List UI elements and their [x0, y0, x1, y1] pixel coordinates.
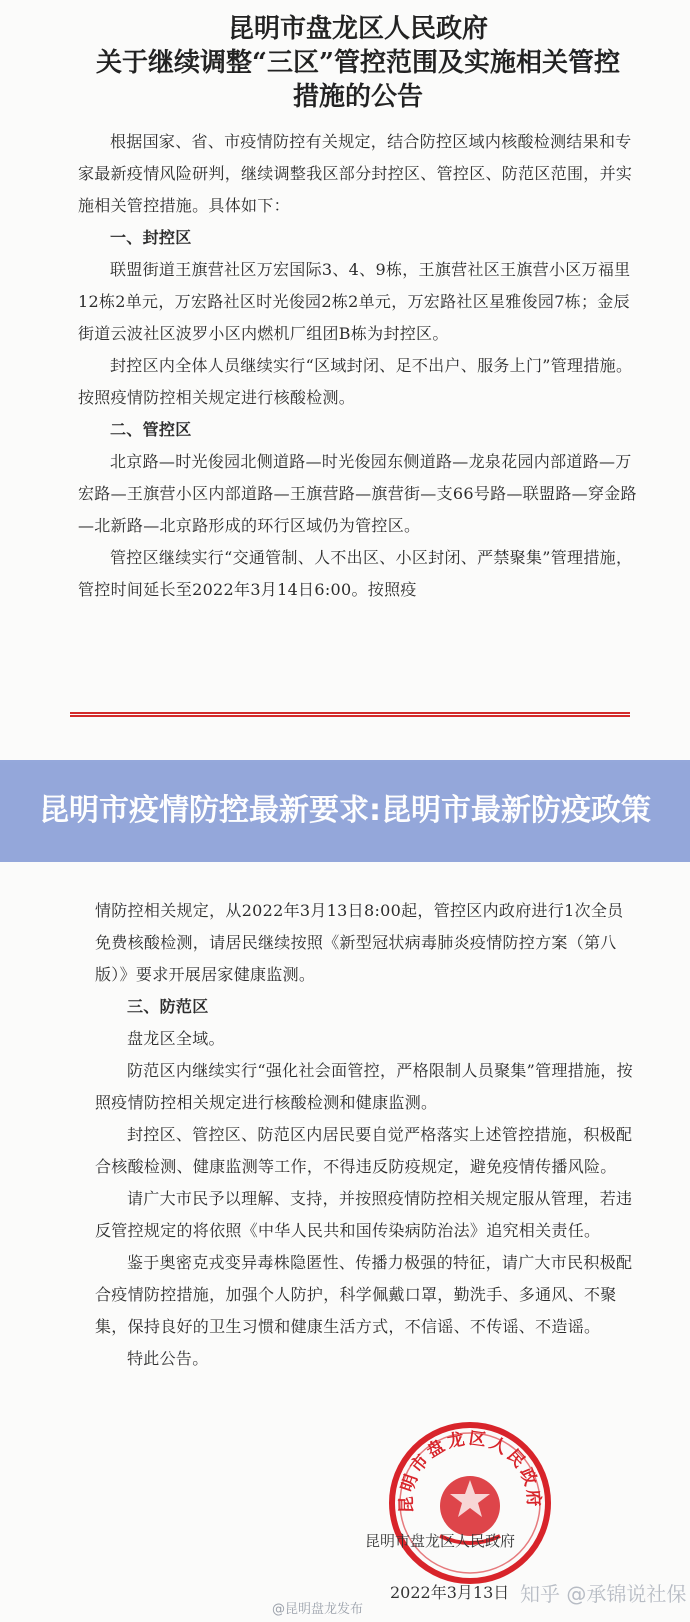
section-3-paragraph-1: 盘龙区全域。 [127, 1029, 225, 1048]
paragraph-compliance: 封控区、管控区、防范区内居民要自觉严格落实上述管控措施，积极配合核酸检测、健康监测等工作，不得违反防疫规定，避免疫情传播风险。 [95, 1125, 633, 1176]
section-2-title: 二、管控区 [110, 420, 192, 439]
paragraph-omicron: 鉴于奥密克戎变异毒株隐匿性、传播力极强的特征，请广大市民积极配合疫情防控措施，加强个人防护，科学佩戴口罩，勤洗手、多通风、不聚集，保持良好的卫生习惯和健康生活方式，不信谣、不传谣、不造谣。 [95, 1253, 633, 1336]
official-seal-icon [385, 1418, 555, 1588]
document-header [78, 12, 638, 114]
zhihu-watermark: 知乎 @承锦说社保 [520, 1582, 687, 1606]
red-divider [70, 712, 630, 717]
article-title-banner [0, 760, 690, 862]
notice-title-line1: 关于继续调整“三区”管控范围及实施相关管控 [96, 48, 620, 78]
document-top [78, 12, 638, 606]
svg-text:昆明市盘龙区人民政府: 昆明市盘龙区人民政府 [396, 1428, 544, 1514]
signing-date: 2022年3月13日 [390, 1583, 510, 1602]
section-2-paragraph-1: 北京路—时光俊园北侧道路—时光俊园东侧道路—龙泉花园内部道路—万宏路—王旗营小区内部道路—王旗营路—旗营街—支66号路—联盟路—穿金路—北新路—北京路形成的环行区域仍为管控区。 [78, 452, 637, 535]
section-1-paragraph-2: 封控区内全体人员继续实行“区域封闭、足不出户、服务上门”管理措施。按照疫情防控相关规定进行核酸检测。 [78, 356, 633, 407]
intro-paragraph: 根据国家、省、市疫情防控有关规定，结合防控区域内核酸检测结果和专家最新疫情风险研判，继续调整我区部分封控区、管控区、防范区范围，并实施相关管控措施。具体如下： [78, 132, 633, 215]
article-title: 昆明市疫情防控最新要求:昆明市最新防疫政策 [39, 793, 651, 828]
section-3-paragraph-2: 防范区内继续实行“强化社会面管控，严格限制人员聚集”管理措施，按照疫情防控相关规定进行核酸检测和健康监测。 [95, 1061, 633, 1112]
section-3-title: 三、防范区 [127, 997, 209, 1016]
notice-body [78, 126, 638, 606]
section-1-title: 一、封控区 [110, 228, 192, 247]
continued-paragraph: 情防控相关规定，从2022年3月13日8:00起，管控区内政府进行1次全员免费核酸检测，请居民继续按照《新型冠状病毒肺炎疫情防控方案（第八版）》要求开展居家健康监测。 [95, 901, 624, 984]
paragraph-closing: 特此公告。 [127, 1349, 209, 1368]
issuer-title: 昆明市盘龙区人民政府 [227, 14, 488, 44]
section-2-paragraph-2: 管控区继续实行“交通管制、人不出区、小区封闭、严禁聚集”管理措施，管控时间延长至2022年3月14日6:00。按照疫 [78, 548, 633, 599]
paragraph-understanding: 请广大市民予以理解、支持，并按照疫情防控相关规定服从管理，若违反管控规定的将依照《中华人民共和国传染病防治法》追究相关责任。 [95, 1189, 633, 1240]
document-bottom [95, 895, 635, 1375]
weibo-watermark: @昆明盘龙发布 [272, 1602, 364, 1617]
section-1-paragraph-1: 联盟街道王旗营社区万宏国际3、4、9栋，王旗营社区王旗营小区万福里12栋2单元，万宏路社区时光俊园2栋2单元，万宏路社区星雅俊园7栋；金辰街道云波社区波罗小区内燃机厂组团B栋为封控区。 [78, 260, 631, 343]
signing-organization: 昆明市盘龙区人民政府 [365, 1532, 516, 1550]
notice-title-line2: 措施的公告 [292, 82, 423, 112]
